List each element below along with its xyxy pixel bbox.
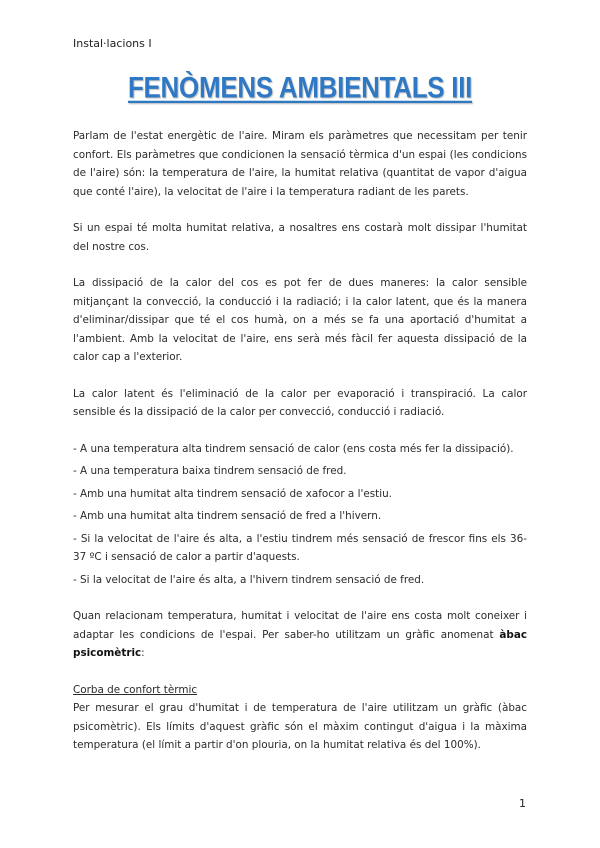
paragraph-humidity: Si un espai té molta humitat relativa, a nosaltres ens costarà molt dissipar l'humitat del nostre cos. bbox=[73, 222, 527, 253]
section-subtitle bbox=[73, 681, 527, 700]
term-psychrometric: àbac psicomètric bbox=[73, 628, 527, 659]
running-header: Instal·lacions I bbox=[73, 37, 152, 50]
paragraph-latent-heat: La calor latent és l'eliminació de la calor per evaporació i transpiració. La calor sensible és la dissipació de la calor per convecció, conducció i radiació. bbox=[73, 387, 527, 418]
list-item: - A una temperatura alta tindrem sensació de calor (ens costa més fer la dissipació). bbox=[73, 442, 514, 455]
sensation-list bbox=[73, 440, 527, 590]
list-item: - Si la velocitat de l'aire és alta, a l'estiu tindrem més sensació de frescor fins els 36-37 ºC i sensació de calor a partir d'aquests. bbox=[73, 532, 527, 563]
list-item: - Si la velocitat de l'aire és alta, a l'hivern tindrem sensació de fred. bbox=[73, 573, 425, 586]
paragraph-comfort-curve: Per mesurar el grau d'humitat i de temperatura de l'aire utilitzam un gràfic (àbac psicomètric). Els límits d'aquest gràfic són el màxim contingut d'aigua i la màxima temperatura (el límit a partir d'on plouria, on la humitat relativa és del 100%). bbox=[73, 702, 527, 751]
page-title: FENÒMENS AMBIENTALS III bbox=[127, 69, 473, 105]
list-item: - Amb una humitat alta tindrem sensació de fred a l'hivern. bbox=[73, 510, 382, 522]
paragraph-dissipation: La dissipació de la calor del cos es pot fer de dues maneres: la calor sensible mitjançant la convecció, la conducció i la radiació; i la calor latent, que és la manera d'eliminar/dissipar que té el cos humà, on a més se fa una aportació d'humitat a l'ambient. Amb la velocitat de l'aire, ens serà més fàcil fer aquesta dissipació de la calor cap a l'exterior. bbox=[73, 277, 527, 363]
paragraph-psychrometric bbox=[73, 607, 527, 663]
page-number: 1 bbox=[519, 797, 526, 810]
subtitle-text: Corba de confort tèrmic bbox=[73, 683, 198, 696]
paragraph-intro: Parlam de l'estat energètic de l'aire. Miram els paràmetres que necessitam per tenir confort. Els paràmetres que condicionen la sensació tèrmica d'un espai (les condicions de l'aire) són: la temperatura de l'aire, la humitat relativa (quantitat de vapor d'aigua que conté l'aire), la velocitat de l'aire i la temperatura radiant de les parets. bbox=[73, 130, 527, 198]
closing-text: Quan relacionam temperatura, humitat i velocitat de l'aire ens costa molt coneixer i adaptar les condicions de l'espai. Per saber-ho utilitzam un gràfic anomenat bbox=[73, 610, 527, 641]
list-item: - A una temperatura baixa tindrem sensació de fred. bbox=[73, 465, 347, 477]
list-item: - Amb una humitat alta tindrem sensació de xafocor a l'estiu. bbox=[73, 487, 392, 500]
document-body bbox=[73, 127, 527, 755]
closing-end: : bbox=[141, 647, 145, 659]
